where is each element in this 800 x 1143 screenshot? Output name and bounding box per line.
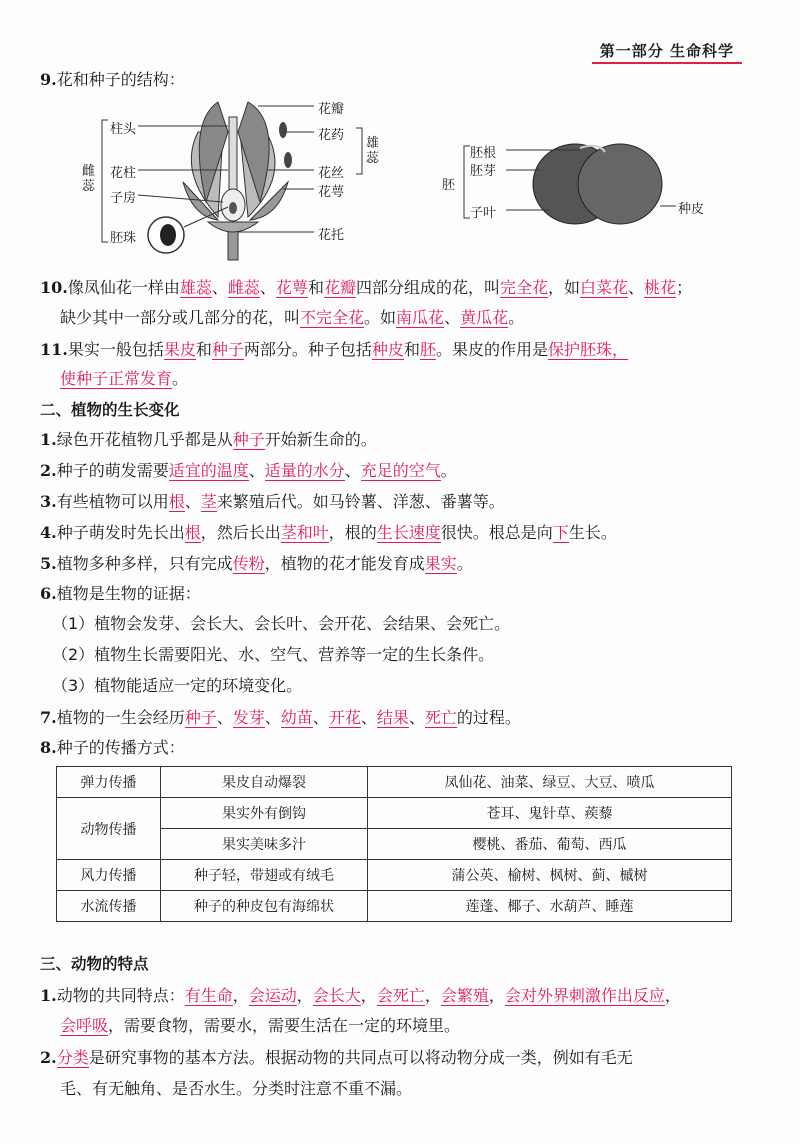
table-cell: 果实美味多汁 (161, 829, 368, 860)
label-filament: 花丝 (318, 166, 345, 181)
answer: 根 (168, 492, 185, 511)
answer: 花瓣 (323, 278, 356, 297)
table-cell: 凤仙花、油菜、绿豆、大豆、喷瓜 (368, 767, 732, 798)
g6-item-3: （3）植物能适应一定的环境变化。 (52, 676, 303, 695)
label-ovary: 子房 (110, 191, 137, 206)
table-cell: 风力传播 (57, 860, 161, 891)
q11-line1: 11.果实一般包括果皮和种子两部分。种子包括种皮和胚。果皮的作用是保护胚珠， (40, 340, 628, 359)
g3-line: 3.有些植物可以用根、茎来繁殖后代。如马铃薯、洋葱、番薯等。 (40, 492, 505, 511)
answer: 黄瓜花 (460, 308, 509, 327)
table-row (57, 798, 732, 829)
h1-line2: 会呼吸，需要食物，需要水，需要生活在一定的环境里。 (60, 1016, 461, 1035)
seed-diagram (440, 138, 730, 238)
g1-line: 1.绿色开花植物几乎都是从种子开始新生命的。 (40, 430, 377, 449)
answer: 会呼吸 (60, 1016, 109, 1035)
label-ovule: 胚珠 (110, 231, 137, 246)
g2-line: 2.种子的萌发需要适宜的温度、适量的水分、充足的空气。 (40, 461, 457, 480)
answer: 种子 (211, 340, 244, 359)
g6-item-1: （1）植物会发芽、会长大、会长叶、会开花、会结果、会死亡。 (52, 614, 511, 633)
answer: 不完全花 (300, 308, 365, 327)
answer: 桃花 (644, 278, 677, 297)
section-heading-animals: 三、动物的特点 (40, 955, 149, 973)
answer: 雄蕊 (179, 278, 212, 297)
q9-line: 9.花和种子的结构： (40, 70, 185, 89)
answer: 保护胚珠， (547, 340, 628, 359)
answer: 适宜的温度 (168, 461, 249, 480)
answer: 完全花 (499, 278, 548, 297)
label-stigma: 柱头 (110, 122, 137, 137)
label-plumule: 胚芽 (470, 164, 497, 179)
label-receptacle: 花托 (318, 228, 345, 243)
table-row (57, 891, 732, 922)
answer: 开花 (328, 708, 361, 727)
answer: 生长速度 (376, 523, 441, 542)
label-seed-coat: 种皮 (678, 202, 705, 217)
answer: 适量的水分 (264, 461, 345, 480)
label-petal: 花瓣 (318, 102, 345, 117)
label-radicle: 胚根 (470, 146, 497, 161)
answer: 会长大 (312, 986, 361, 1005)
table-cell: 种子轻，带翅或有绒毛 (161, 860, 368, 891)
g6-item-2: （2）植物生长需要阳光、水、空气、营养等一定的生长条件。 (52, 645, 495, 664)
answer: 下 (552, 523, 569, 542)
g8-line: 8.种子的传播方式： (40, 738, 185, 757)
q11-line2: 使种子正常发育。 (60, 369, 189, 388)
answer: 传粉 (232, 554, 265, 573)
table-cell: 水流传播 (57, 891, 161, 922)
table-row (57, 767, 732, 798)
answer: 幼苗 (280, 708, 313, 727)
q10-line1: 10.像凤仙花一样由雄蕊、雌蕊、花萼和花瓣四部分组成的花，叫完全花，如白菜花、桃花； (40, 278, 693, 297)
label-embryo-group: 胚 (442, 178, 456, 193)
answer: 果实 (424, 554, 457, 573)
g4-line: 4.种子萌发时先长出根，然后长出茎和叶，根的生长速度很快。根总是向下生长。 (40, 523, 617, 542)
answer: 茎 (200, 492, 217, 511)
h1-line1: 1.动物的共同特点：有生命，会运动，会长大，会死亡，会繁殖，会对外界刺激作出反应， (40, 986, 681, 1005)
label-sepal: 花萼 (318, 185, 345, 200)
q-number: 9. (40, 70, 57, 89)
answer: 雌蕊 (227, 278, 260, 297)
label-stamen-group: 雄蕊 (366, 136, 380, 166)
label-pistil-group: 雌蕊 (82, 164, 96, 194)
answer: 分类 (56, 1048, 89, 1067)
answer: 花萼 (275, 278, 308, 297)
answer: 会运动 (248, 986, 297, 1005)
h2-line2: 毛、有无触角、是否水生。分类时注意不重不漏。 (60, 1079, 413, 1098)
table-cell: 蒲公英、榆树、枫树、蓟、槭树 (368, 860, 732, 891)
table-cell: 种子的种皮包有海绵状 (161, 891, 368, 922)
label-cotyledon: 子叶 (470, 206, 497, 221)
page-header: 第一部分 生命科学 (599, 42, 734, 60)
answer: 果皮 (163, 340, 196, 359)
answer: 白菜花 (580, 278, 629, 297)
table-cell: 樱桃、番茄、葡萄、西瓜 (368, 829, 732, 860)
answer: 会对外界刺激作出反应 (504, 986, 665, 1005)
flower-diagram (78, 92, 408, 262)
g6-line: 6.植物是生物的证据： (40, 584, 201, 603)
header-rule (592, 62, 742, 64)
answer: 使种子正常发育 (60, 369, 173, 388)
label-style: 花柱 (110, 166, 137, 181)
g5-line: 5.植物多种多样，只有完成传粉，植物的花才能发育成果实。 (40, 554, 473, 573)
table-cell: 弹力传播 (57, 767, 161, 798)
answer: 死亡 (424, 708, 457, 727)
table-cell: 动物传播 (57, 798, 161, 860)
answer: 种子 (184, 708, 217, 727)
answer: 发芽 (232, 708, 265, 727)
answer: 结果 (376, 708, 409, 727)
section-heading-plant-growth: 二、植物的生长变化 (40, 401, 180, 419)
g7-line: 7.植物的一生会经历种子、发芽、幼苗、开花、结果、死亡的过程。 (40, 708, 521, 727)
table-cell: 苍耳、鬼针草、蒺藜 (368, 798, 732, 829)
table-cell: 果实外有倒钩 (161, 798, 368, 829)
answer: 有生命 (184, 986, 233, 1005)
answer: 南瓜花 (396, 308, 445, 327)
h2-line1: 2.分类是研究事物的基本方法。根据动物的共同点可以将动物分成一类，例如有毛无 (40, 1048, 633, 1067)
q10-line2: 缺少其中一部分或几部分的花，叫不完全花。如南瓜花、黄瓜花。 (60, 308, 525, 327)
answer: 会繁殖 (440, 986, 489, 1005)
answer: 会死亡 (376, 986, 425, 1005)
table-row (57, 860, 732, 891)
table-cell: 莲蓬、椰子、水葫芦、睡莲 (368, 891, 732, 922)
label-anther: 花药 (318, 128, 345, 143)
table-cell: 果皮自动爆裂 (161, 767, 368, 798)
answer: 茎和叶 (280, 523, 329, 542)
answer: 胚 (419, 340, 436, 359)
answer: 种皮 (371, 340, 404, 359)
answer: 充足的空气 (360, 461, 441, 480)
answer: 根 (184, 523, 201, 542)
seed-dispersal-table (56, 766, 732, 922)
answer: 种子 (232, 430, 265, 449)
